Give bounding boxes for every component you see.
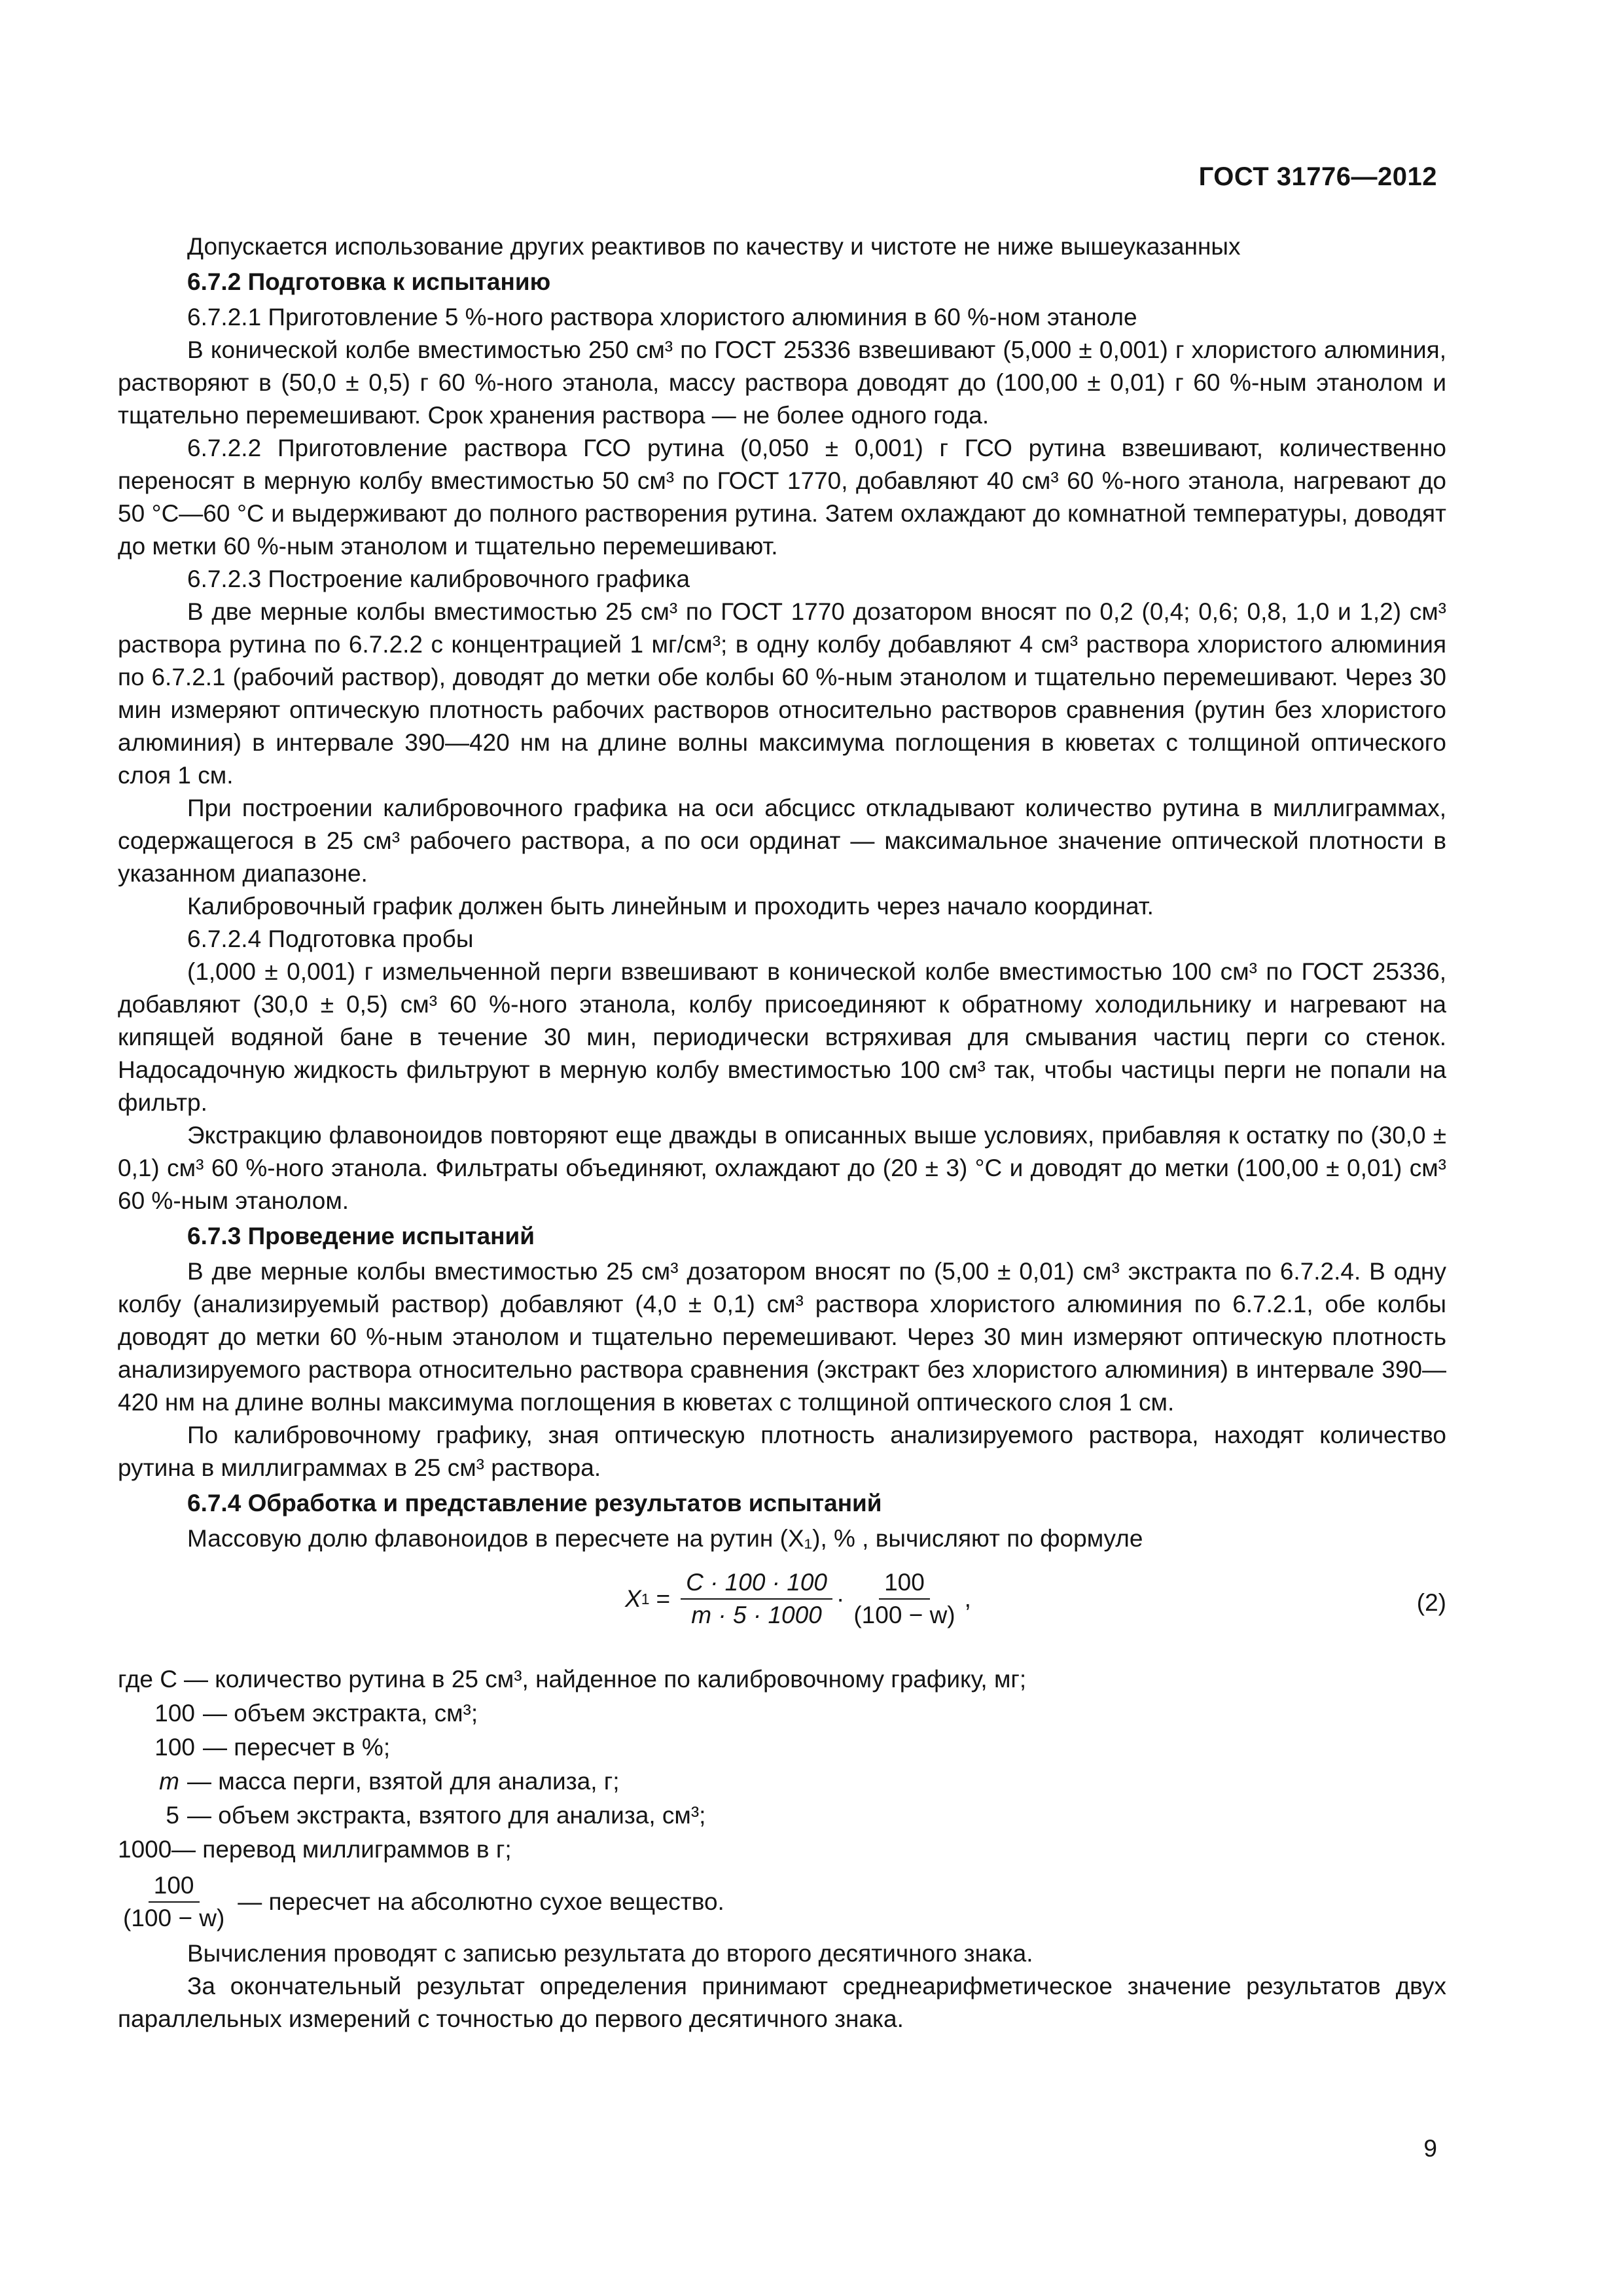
legend-key: 100 — [154, 1734, 195, 1761]
legend-text: — пересчет в %; — [203, 1734, 391, 1761]
formula-block — [118, 1555, 1446, 1660]
legend-item — [118, 1662, 1446, 1696]
formula-fraction-main-denominator: m · 5 · 1000 — [691, 1602, 822, 1628]
legend-key-fraction — [118, 1870, 230, 1934]
legend-item — [118, 1833, 1446, 1867]
formula-lhs-var: X — [625, 1585, 641, 1612]
legend-text: — перевод миллиграммов в г; — [171, 1836, 512, 1863]
formula-fraction-main — [681, 1567, 832, 1631]
document-body — [118, 230, 1446, 2036]
legend-key: m — [159, 1768, 179, 1795]
legend-text: — количество рутина в 25 см³, найденное по калибровочному графику, мг; — [184, 1666, 1027, 1693]
legend-key: где C — [118, 1666, 178, 1693]
paragraph-673-calc: По калибровочному графику, зная оптическую плотность анализируемого раствора, находят количество рутина в миллиграммах в 25 см³ раствора. — [118, 1422, 1446, 1481]
legend-key: 5 — [166, 1802, 179, 1829]
legend-text: — пересчет на абсолютно сухое вещество. — [238, 1888, 724, 1915]
formula-equals: = — [656, 1585, 671, 1612]
formula-expression: X 1 = $\frac{C \cdot 100 \cdot 100}{m \cdot 5 \cdot 1000}$ · $\frac{100}{(100 - w)}$ , — [625, 1567, 971, 1631]
paragraph-6724: (1,000 ± 0,001) г измельченной перги взвешивают в конической колбе вместимостью 100 см³ по ГОСТ 25336, добавляют (30,0 ± 0,5) см³ 60 %-ного этанола, колбу присоединяют к обратному холодильнику и нагревают на кипящей водяной бане в течение 30 мин, периодически встряхивая для смывания частиц перги со стенок. Надосадочную жидкость фильтруют в мерную колбу вместимостью 100 см³ так, чтобы частицы перги не попали на фильтр. — [118, 958, 1446, 1116]
paragraph-calibration-axes: При построении калибровочного графика на оси абсцисс откладывают количество рутина в миллиграммах, содержащегося в 25 см³ рабочего раствора, а по оси ординат — максимальное значение оптической плотности в указанном диапазоне. — [118, 795, 1446, 887]
section-heading-672: 6.7.2 Подготовка к испытанию — [187, 268, 551, 295]
paragraph-673: В две мерные колбы вместимостью 25 см³ дозатором вносят по (5,00 ± 0,01) см³ экстракта по 6.7.2.4. В одну колбу (анализируемый раствор) добавляют (4,0 ± 0,1) см³ раствора хлористого алюминия по 6.7.2.1, обе колбы доводят до метки 60 %-ным этанолом и тщательно перемешивают. Через 30 мин измеряют оптическую плотность анализируемого раствора относительно раствора сравнения (экстракт без хлористого алюминия) в интервале 390—420 нм на длине волны максимума поглощения в кюветах с толщиной оптического слоя 1 см. — [118, 1258, 1446, 1416]
formula-trailing-comma: , — [964, 1585, 971, 1612]
legend-key: 100 — [154, 1700, 195, 1727]
legend-text: — масса перги, взятой для анализа, г; — [187, 1768, 620, 1795]
legend-item — [118, 1696, 1446, 1731]
paragraph-final-result: За окончательный результат определения принимают среднеарифметическое значение результатов двух параллельных измерений с точностью до первого десятичного знака. — [118, 1973, 1446, 2032]
legend-item — [118, 1867, 1446, 1937]
legend-text: — объем экстракта, взятого для анализа, см³; — [187, 1802, 706, 1829]
legend-item — [118, 1799, 1446, 1833]
formula-multiply-dot: · — [836, 1585, 845, 1612]
paragraph-6723: В две мерные колбы вместимостью 25 см³ по ГОСТ 1770 дозатором вносят по 0,2 (0,4; 0,6; 0,8, 1,0 и 1,2) см³ раствора рутина по 6.7.2.2 с концентрацией 1 мг/см³; в одну колбу добавляют 4 см³ раствора хлористого алюминия по 6.7.2.1 (рабочий раствор), доводят до метки обе колбы 60 %-ным этанолом и тщательно перемешивают. Через 30 мин измеряют оптическую плотность рабочих растворов относительно растворов сравнения (рутин без хлористого алюминия) в интервале 390—420 нм на длине волны максимума поглощения в кюветах с толщиной оптического слоя 1 см. — [118, 598, 1446, 789]
legend-item — [118, 1765, 1446, 1799]
legend-fraction-denominator: (100 − w) — [123, 1905, 225, 1931]
subsection-title-6723: 6.7.2.3 Построение калибровочного графика — [187, 565, 690, 592]
paragraph-reagents-note: Допускается использование других реактивов по качеству и чистоте не ниже вышеуказанных — [187, 233, 1241, 260]
formula-fraction-main-numerator: C · 100 · 100 — [681, 1567, 832, 1600]
paragraph-calibration-linear: Калибровочный график должен быть линейным и проходить через начало координат. — [187, 893, 1154, 920]
formula-fraction-dry-numerator: 100 — [879, 1567, 930, 1600]
subsection-title-6721: 6.7.2.1 Приготовление 5 %-ного раствора хлористого алюминия в 60 %-ном этаноле — [187, 304, 1137, 331]
paragraph-6722: 6.7.2.2 Приготовление раствора ГСО рутина (0,050 ± 0,001) г ГСО рутина взвешивают, количественно переносят в мерную колбу вместимостью 50 см³ по ГОСТ 1770, добавляют 40 см³ 60 %-ного этанола, нагревают до 50 °С—60 °С и выдерживают до полного растворения рутина. Затем охлаждают до комнатной температуры, доводят до метки 60 %-ным этанолом и тщательно перемешивают. — [118, 435, 1446, 560]
paragraph-rounding: Вычисления проводят с записью результата до второго десятичного знака. — [187, 1940, 1033, 1967]
legend-fraction — [118, 1870, 230, 1934]
formula-legend — [118, 1662, 1446, 1937]
paragraph-674-intro: Массовую долю флавоноидов в пересчете на рутин (X₁), % , вычисляют по формуле — [187, 1525, 1143, 1552]
formula-fraction-dry-denominator: (100 − w) — [853, 1602, 955, 1628]
page-number: 9 — [1423, 2135, 1437, 2162]
standard-id-header: ГОСТ 31776—2012 — [1198, 162, 1437, 191]
paragraph-6721: В конической колбе вместимостью 250 см³ по ГОСТ 25336 взвешивают (5,000 ± 0,001) г хлористого алюминия, растворяют в (50,0 ± 0,5) г 60 %-ного этанола, массу раствора доводят до (100,00 ± 0,01) г 60 %-ным этанолом и тщательно перемешивают. Срок хранения раствора — не более одного года. — [118, 336, 1446, 429]
formula-fraction-dry — [848, 1567, 960, 1631]
legend-fraction-numerator: 100 — [149, 1870, 200, 1903]
formula-number: (2) — [1416, 1589, 1446, 1616]
section-heading-674: 6.7.4 Обработка и представление результатов испытаний — [187, 1490, 882, 1516]
subsection-title-6724: 6.7.2.4 Подготовка пробы — [187, 925, 474, 952]
legend-item — [118, 1731, 1446, 1765]
section-heading-673: 6.7.3 Проведение испытаний — [187, 1223, 535, 1249]
legend-text: — объем экстракта, см³; — [203, 1700, 478, 1727]
paragraph-extraction: Экстракцию флавоноидов повторяют еще дважды в описанных выше условиях, прибавляя к остатку по (30,0 ± 0,1) см³ 60 %-ного этанола. Фильтраты объединяют, охлаждают до (20 ± 3) °С и доводят до метки (100,00 ± 0,01) см³ 60 %-ным этанолом. — [118, 1122, 1446, 1214]
legend-key: 1000 — [118, 1836, 172, 1863]
